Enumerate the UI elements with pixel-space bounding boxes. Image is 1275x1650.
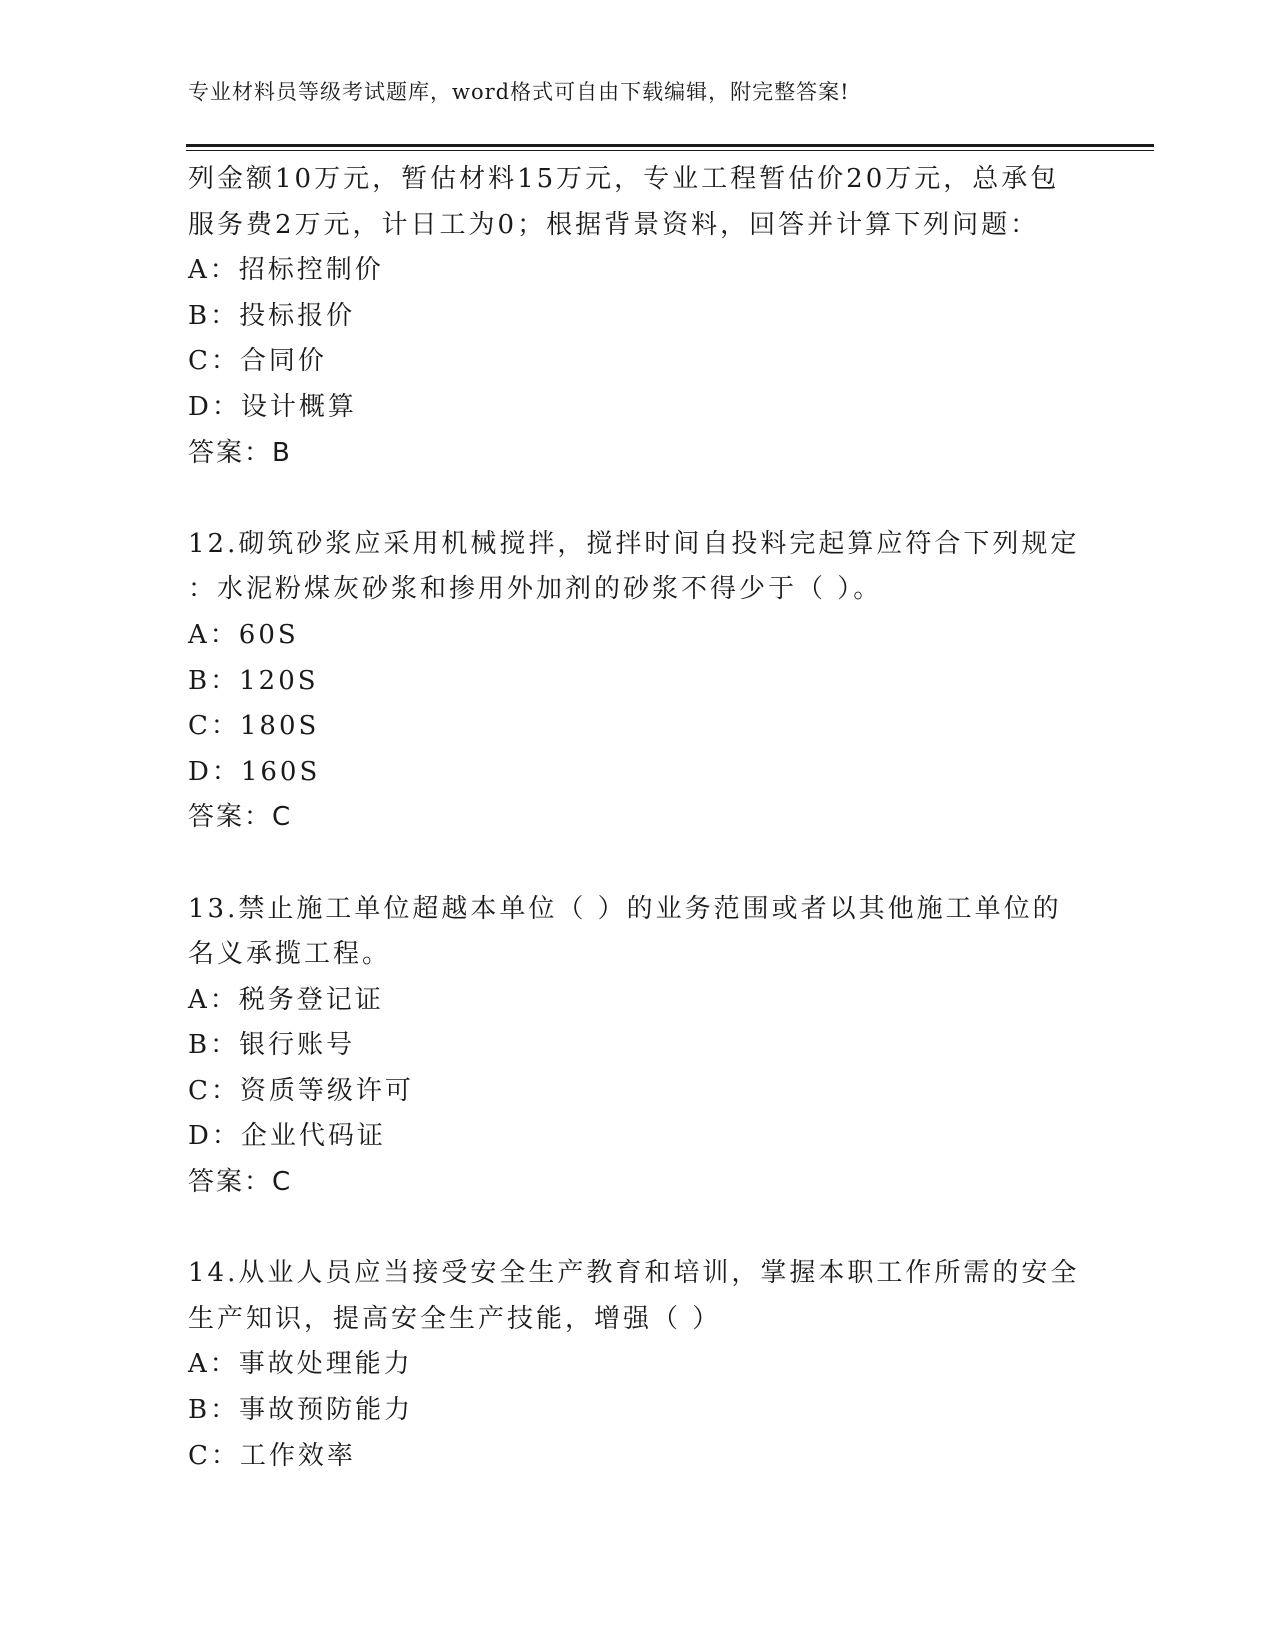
header-rule-thick xyxy=(186,144,1154,147)
option-b: B：银行账号 xyxy=(188,1030,356,1061)
option-b: B：投标报价 xyxy=(188,300,356,331)
option-a: A：60S xyxy=(188,619,299,650)
question-stem-line: 14.从业人员应当接受安全生产教育和培训，掌握本职工作所需的安全 xyxy=(188,1258,1080,1289)
question-stem-line: 12.砌筑砂浆应采用机械搅拌，搅拌时间自投料完起算应符合下列规定 xyxy=(188,528,1080,559)
option-b: B：120S xyxy=(188,665,319,696)
option-a: A：税务登记证 xyxy=(188,984,384,1015)
option-d: D：企业代码证 xyxy=(188,1121,386,1152)
question-stem-line: 生产知识，提高安全生产技能，增强（ ） xyxy=(188,1303,722,1334)
spacer xyxy=(188,1206,1088,1252)
option-c: C：180S xyxy=(188,711,320,742)
answer-line: 答案：C xyxy=(188,802,293,833)
spacer xyxy=(188,841,1088,887)
option-c: C：资质等级许可 xyxy=(188,1075,414,1106)
header-rule-thin xyxy=(186,150,1154,151)
option-a: A：招标控制价 xyxy=(188,255,384,286)
answer-line: 答案：C xyxy=(188,1167,293,1198)
question-13 xyxy=(188,887,1088,1206)
answer-line: 答案：B xyxy=(188,437,292,468)
question-stem-line: 服务费2万元，计日工为0；根据背景资料，回答并计算下列问题： xyxy=(188,209,1040,240)
option-c: C：合同价 xyxy=(188,346,327,377)
question-stem-line: 列金额10万元，暂估材料15万元，专业工程暂估价20万元，总承包 xyxy=(188,164,1060,194)
question-stem-line: 13.禁止施工单位超越本单位（ ）的业务范围或者以其他施工单位的 xyxy=(188,893,1062,924)
document-body xyxy=(188,157,1088,1479)
option-d: D：设计概算 xyxy=(188,391,357,422)
option-c: C：工作效率 xyxy=(188,1440,356,1471)
question-11 xyxy=(188,157,1088,476)
question-stem-line: 名义承揽工程。 xyxy=(188,939,392,970)
question-12 xyxy=(188,522,1088,841)
question-stem-line: ：水泥粉煤灰砂浆和掺用外加剂的砂浆不得少于（ ）。 xyxy=(188,574,883,605)
page-header: 专业材料员等级考试题库，word格式可自由下载编辑，附完整答案! xyxy=(188,80,850,104)
option-b: B：事故预防能力 xyxy=(188,1395,414,1426)
question-14 xyxy=(188,1251,1088,1479)
spacer xyxy=(188,476,1088,522)
option-a: A：事故处理能力 xyxy=(188,1349,413,1380)
option-d: D：160S xyxy=(188,756,321,787)
